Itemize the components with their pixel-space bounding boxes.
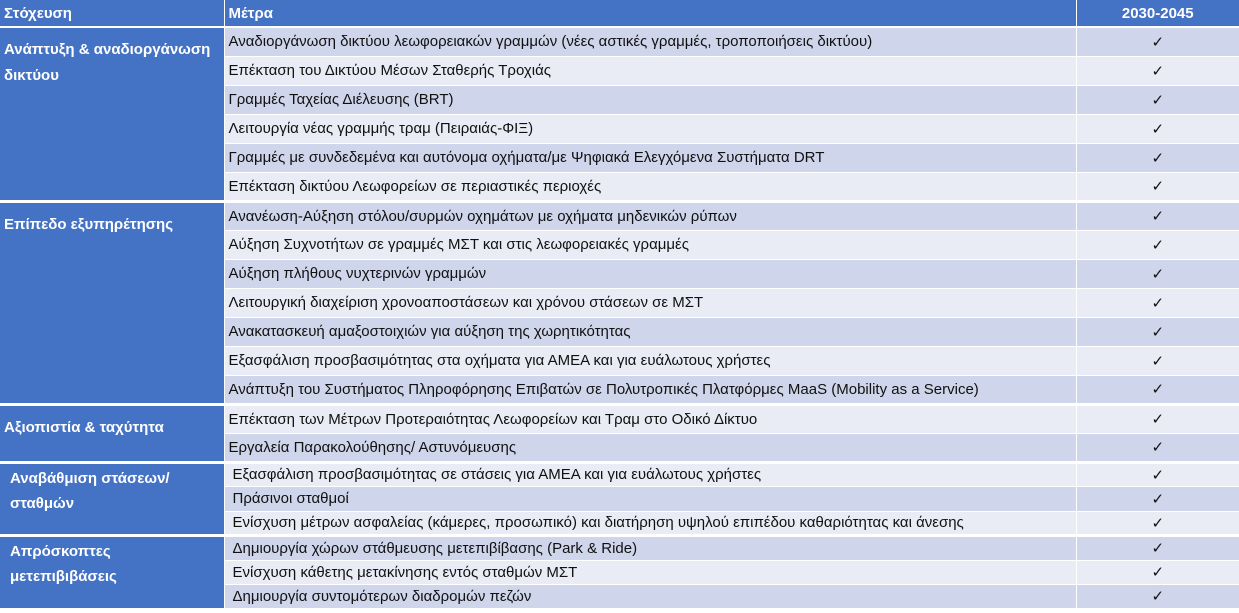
measure-cell: Επέκταση δικτύου Λεωφορείων σε περιαστικές περιοχές xyxy=(224,172,1076,201)
check-mark-icon: ✓ xyxy=(1076,433,1239,462)
check-mark-icon: ✓ xyxy=(1076,85,1239,114)
check-mark-icon: ✓ xyxy=(1076,56,1239,85)
goal-cell: Αναβάθμιση στάσεων/ σταθμών xyxy=(0,462,224,536)
table-row xyxy=(0,404,1239,433)
measure-cell: Λειτουργική διαχείριση χρονοαποστάσεων και χρόνου στάσεων σε ΜΣΤ xyxy=(224,288,1076,317)
goal-cell: Ανάπτυξη & αναδιοργάνωση δικτύου xyxy=(0,27,224,201)
check-mark-icon: ✓ xyxy=(1076,487,1239,512)
goal-cell: Επίπεδο εξυπηρέτησης xyxy=(0,201,224,404)
check-mark-icon: ✓ xyxy=(1076,143,1239,172)
measure-cell: Γραμμές με συνδεδεμένα και αυτόνομα οχήματα/με Ψηφιακά Ελεγχόμενα Συστήματα DRT xyxy=(224,143,1076,172)
measure-cell: Εξασφάλιση προσβασιμότητας στα οχήματα για ΑΜΕΑ και για ευάλωτους χρήστες xyxy=(224,346,1076,375)
check-mark-icon: ✓ xyxy=(1076,404,1239,433)
goal-cell: Απρόσκοπτες μετεπιβιβάσεις xyxy=(0,536,224,610)
measure-cell: Ενίσχυση κάθετης μετακίνησης εντός σταθμών ΜΣΤ xyxy=(224,560,1076,585)
table-row xyxy=(0,462,1239,487)
measure-cell: Επέκταση του Δικτύου Μέσων Σταθερής Τροχιάς xyxy=(224,56,1076,85)
measure-cell: Αύξηση Συχνοτήτων σε γραμμές ΜΣΤ και στις λεωφορειακές γραμμές xyxy=(224,230,1076,259)
check-mark-icon: ✓ xyxy=(1076,230,1239,259)
check-mark-icon: ✓ xyxy=(1076,375,1239,404)
measure-cell: Ανανέωση-Αύξηση στόλου/συρμών οχημάτων με οχήματα μηδενικών ρύπων xyxy=(224,201,1076,230)
header-goal: Στόχευση xyxy=(0,0,224,27)
measure-cell: Πράσινοι σταθμοί xyxy=(224,487,1076,512)
check-mark-icon: ✓ xyxy=(1076,346,1239,375)
check-mark-icon: ✓ xyxy=(1076,560,1239,585)
table-row xyxy=(0,201,1239,230)
check-mark-icon: ✓ xyxy=(1076,259,1239,288)
measure-cell: Ανάπτυξη του Συστήματος Πληροφόρησης Επιβατών σε Πολυτροπικές Πλατφόρμες MaaS (Mobility as a Service) xyxy=(224,375,1076,404)
measure-cell: Αύξηση πλήθους νυχτερινών γραμμών xyxy=(224,259,1076,288)
measure-cell: Εργαλεία Παρακολούθησης/ Αστυνόμευσης xyxy=(224,433,1076,462)
table-row xyxy=(0,536,1239,561)
check-mark-icon: ✓ xyxy=(1076,172,1239,201)
check-mark-icon: ✓ xyxy=(1076,201,1239,230)
header-measure: Μέτρα xyxy=(224,0,1076,27)
measure-cell: Αναδιοργάνωση δικτύου λεωφορειακών γραμμών (νέες αστικές γραμμές, τροποποιήσεις δικτύου) xyxy=(224,27,1076,56)
measure-cell: Δημιουργία συντομότερων διαδρομών πεζών xyxy=(224,585,1076,610)
check-mark-icon: ✓ xyxy=(1076,585,1239,610)
table-row xyxy=(0,27,1239,56)
check-mark-icon: ✓ xyxy=(1076,288,1239,317)
measure-cell: Δημιουργία χώρων στάθμευσης μετεπιβίβασης (Park & Ride) xyxy=(224,536,1076,561)
measure-cell: Λειτουργία νέας γραμμής τραμ (Πειραιάς-ΦΙΞ) xyxy=(224,114,1076,143)
measure-cell: Γραμμές Ταχείας Διέλευσης (BRT) xyxy=(224,85,1076,114)
header-period: 2030-2045 xyxy=(1076,0,1239,27)
check-mark-icon: ✓ xyxy=(1076,27,1239,56)
check-mark-icon: ✓ xyxy=(1076,536,1239,561)
check-mark-icon: ✓ xyxy=(1076,511,1239,536)
header-row xyxy=(0,0,1239,27)
measure-cell: Επέκταση των Μέτρων Προτεραιότητας Λεωφορείων και Τραμ στο Οδικό Δίκτυο xyxy=(224,404,1076,433)
check-mark-icon: ✓ xyxy=(1076,114,1239,143)
check-mark-icon: ✓ xyxy=(1076,317,1239,346)
measure-cell: Ανακατασκευή αμαξοστοιχιών για αύξηση της χωρητικότητας xyxy=(224,317,1076,346)
measure-cell: Ενίσχυση μέτρων ασφαλείας (κάμερες, προσωπικό) και διατήρηση υψηλού επιπέδου καθαριότητας και άνεσης xyxy=(224,511,1076,536)
measure-cell: Εξασφάλιση προσβασιμότητας σε στάσεις για ΑΜΕΑ και για ευάλωτους χρήστες xyxy=(224,462,1076,487)
goal-cell: Αξιοπιστία & ταχύτητα xyxy=(0,404,224,462)
check-mark-icon: ✓ xyxy=(1076,462,1239,487)
